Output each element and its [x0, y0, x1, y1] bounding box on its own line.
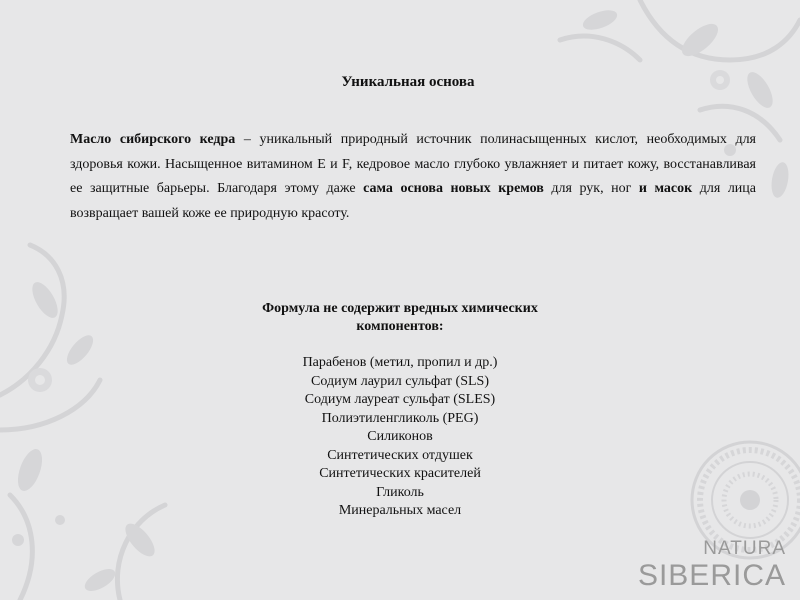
slide-title: Уникальная основа: [341, 74, 475, 90]
list-item: Синтетических красителей: [319, 466, 481, 481]
brand-logo: [638, 538, 786, 592]
highlight-cream-base: сама основа новых кремов: [363, 181, 544, 196]
brand-logo-line1: NATURA: [703, 538, 786, 559]
list-item: Минеральных масел: [338, 503, 462, 518]
highlight-cedar-oil: Масло сибирского кедра: [70, 132, 236, 147]
list-item: Гликоль: [376, 484, 424, 500]
list-item: Силиконов: [367, 429, 433, 444]
description-paragraph: [70, 128, 756, 226]
highlight-masks: и масок: [638, 181, 693, 196]
list-item: Парабенов (метил, пропил и др.): [302, 355, 498, 370]
paragraph-text-3: для лица возвращает вашей коже ее природную красоту.: [70, 181, 756, 221]
brand-logo-line2: SIBERICA: [637, 559, 786, 592]
list-item: Полиэтиленгликоль (PEG): [321, 410, 479, 426]
paragraph-text-2: для рук, ног: [543, 181, 639, 196]
paragraph-text-1: – уникальный природный источник полинасыщенных кислот, необходимых для здоровья кожи. Насыщенное витамином Е и F, кедровое масло глубоко увлажняет и питает кожу, восстанавливая ее защитные барьеры. Благодаря этому даже: [70, 132, 756, 196]
list-item: Содиум лауреат сульфат (SLES): [304, 392, 496, 407]
list-item: Содиум лаурил сульфат (SLS): [311, 373, 489, 389]
list-item: Синтетических отдушек: [327, 447, 473, 463]
excluded-ingredients-list: [230, 354, 570, 521]
formula-heading: Формула не содержит вредных химических компонентов:: [262, 301, 538, 334]
